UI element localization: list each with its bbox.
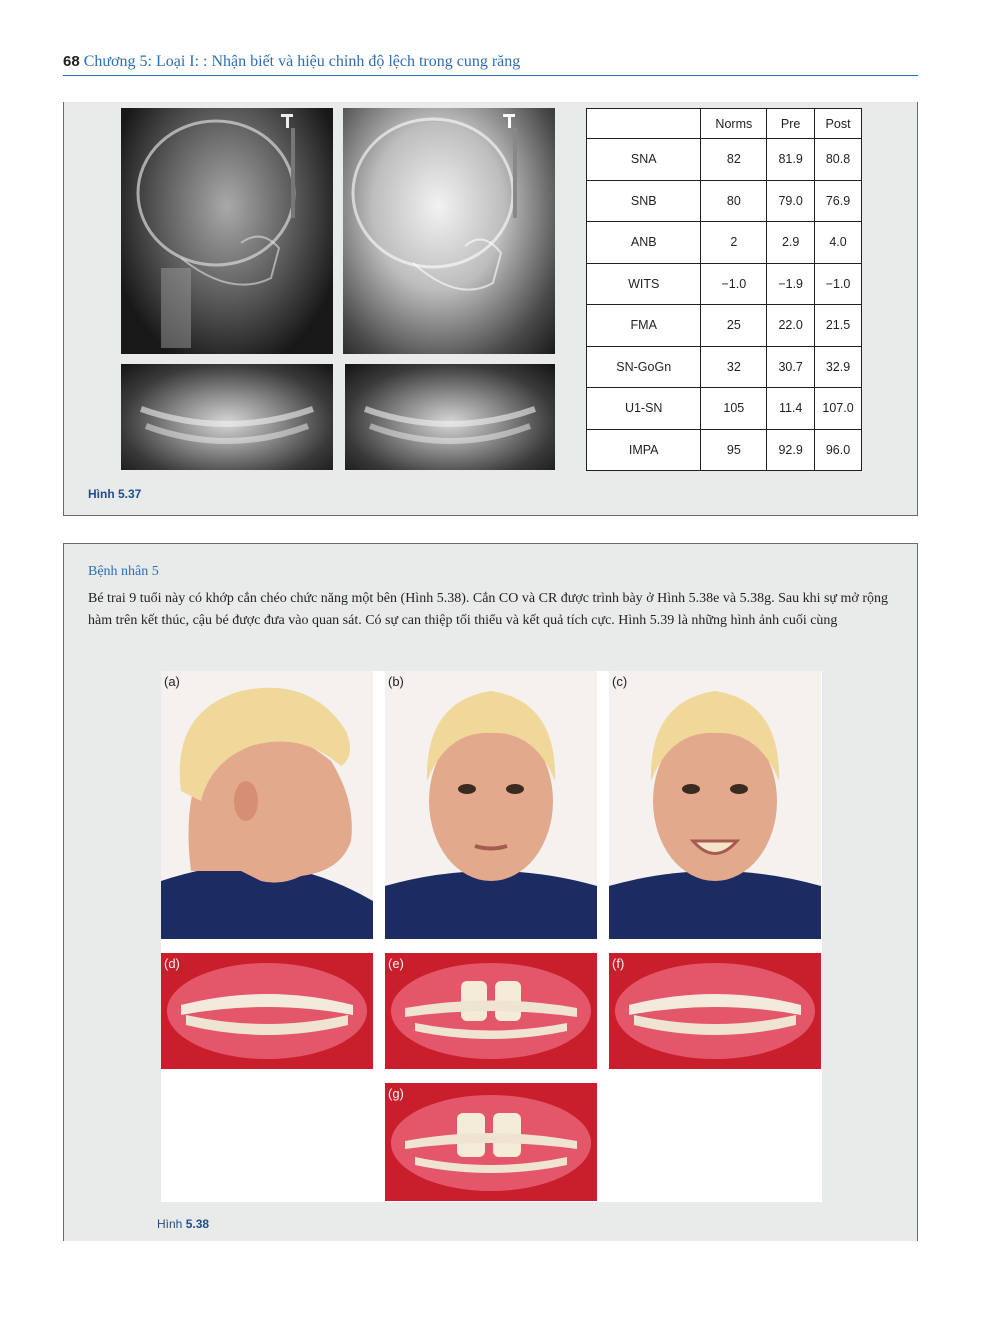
table-row (587, 346, 862, 388)
panoramic-post-image (345, 364, 555, 470)
photo-label: (a) (164, 674, 180, 689)
profile-photo (161, 671, 373, 939)
table-header-row (587, 109, 862, 139)
table-cell: SN-GoGn (587, 346, 701, 388)
table-row (587, 305, 862, 347)
table-row (587, 222, 862, 264)
intraoral-cr-photo (385, 1083, 597, 1201)
caption-number: 5.38 (185, 1217, 210, 1231)
table-cell: 76.9 (815, 180, 862, 222)
table-cell: 95 (701, 429, 767, 471)
smiling-photo (609, 671, 821, 939)
table-cell: 81.9 (767, 139, 815, 181)
caption-prefix: Hình (157, 1217, 186, 1231)
cephalogram-post-image (343, 108, 555, 354)
figure-caption (157, 1217, 209, 1231)
photo-label: (e) (388, 956, 404, 971)
figure-5-37-box (63, 102, 918, 516)
figure-caption: Hình 5.37 (88, 487, 142, 501)
table-cell: IMPA (587, 429, 701, 471)
running-header (63, 52, 918, 76)
chapter-title: Chương 5: Loại I: : Nhận biết và hiệu chỉnh độ lệch trong cung răng (83, 53, 521, 70)
table-cell: 2.9 (767, 222, 815, 264)
table-cell: WITS (587, 263, 701, 305)
page-number: 68 (63, 53, 80, 70)
photo-panel (161, 671, 822, 1202)
table-cell: ANB (587, 222, 701, 264)
table-cell: 11.4 (767, 388, 815, 430)
table-cell: −1.0 (701, 263, 767, 305)
table-cell: 79.0 (767, 180, 815, 222)
photo-label: (c) (612, 674, 628, 689)
intraoral-right-photo (161, 953, 373, 1069)
intraoral-left-photo (609, 953, 821, 1069)
table-cell: FMA (587, 305, 701, 347)
photo-label: (g) (388, 1086, 404, 1101)
frontal-photo (385, 671, 597, 939)
panoramic-pre-image (121, 364, 333, 470)
table-cell: 30.7 (767, 346, 815, 388)
table-cell: −1.9 (767, 263, 815, 305)
table-cell: 4.0 (815, 222, 862, 264)
table-row (587, 139, 862, 181)
case-title: Bệnh nhân 5 (88, 564, 159, 579)
table-cell: 2 (701, 222, 767, 264)
table-row (587, 263, 862, 305)
table-cell: 21.5 (815, 305, 862, 347)
table-cell: 82 (701, 139, 767, 181)
table-row (587, 388, 862, 430)
table-cell: 32.9 (815, 346, 862, 388)
cephalometric-table (586, 108, 862, 471)
table-header-cell: Pre (767, 109, 815, 139)
table-header-cell (587, 109, 701, 139)
table-cell: 22.0 (767, 305, 815, 347)
table-row (587, 180, 862, 222)
table-cell: SNB (587, 180, 701, 222)
table-cell: U1-SN (587, 388, 701, 430)
table-cell: SNA (587, 139, 701, 181)
cephalogram-pre-image (121, 108, 333, 354)
table-cell: −1.0 (815, 263, 862, 305)
table-cell: 80.8 (815, 139, 862, 181)
table-header-cell: Norms (701, 109, 767, 139)
table-row (587, 429, 862, 471)
table-cell: 96.0 (815, 429, 862, 471)
case-paragraph: Bé trai 9 tuổi này có khớp cắn chéo chức năng một bên (Hình 5.38). Cắn CO và CR được trình bày ở Hình 5.38e và 5.38g. Sau khi sự mở rộng hàm trên kết thúc, cậu bé được đưa vào quan sát. Có sự can thiệp tối thiểu và kết quả tích cực. Hình 5.39 là những hình ảnh cuối cùng (88, 591, 888, 628)
table-cell: 25 (701, 305, 767, 347)
photo-label: (f) (612, 956, 625, 971)
table-cell: 107.0 (815, 388, 862, 430)
intraoral-frontal-photo (385, 953, 597, 1069)
case-box (63, 543, 918, 1241)
photo-label: (d) (164, 956, 180, 971)
table-cell: 92.9 (767, 429, 815, 471)
table-cell: 32 (701, 346, 767, 388)
photo-label: (b) (388, 674, 404, 689)
table-cell: 80 (701, 180, 767, 222)
table-cell: 105 (701, 388, 767, 430)
table-header-cell: Post (815, 109, 862, 139)
